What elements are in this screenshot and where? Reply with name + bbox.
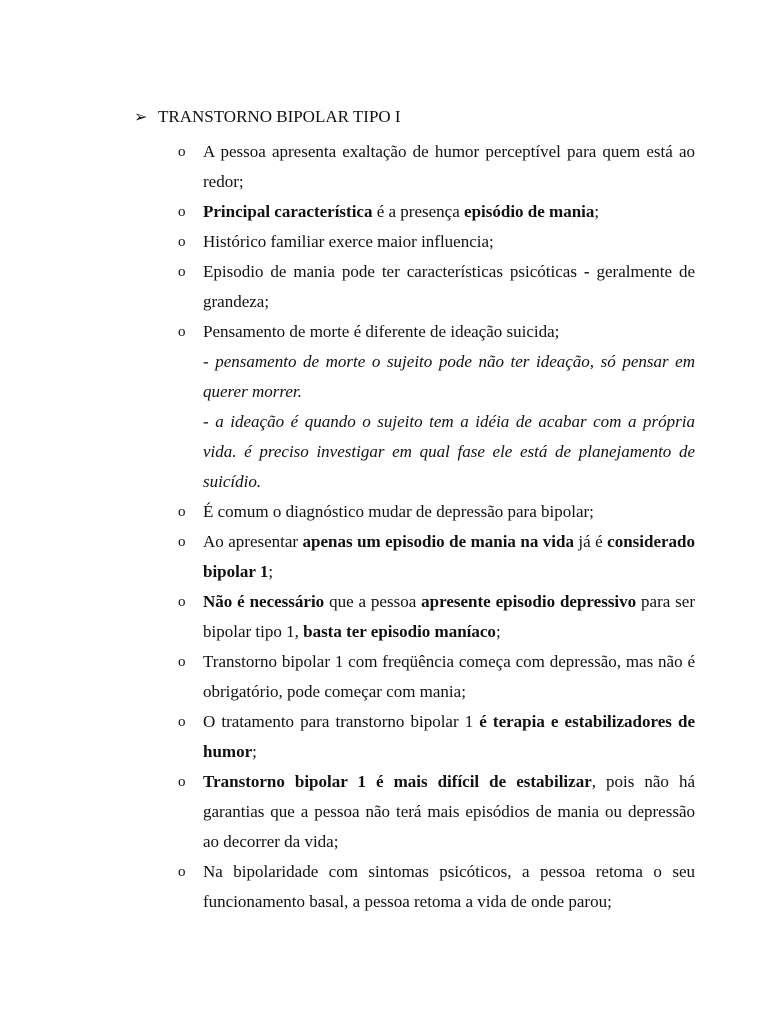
item-text: Ao apresentar [203, 532, 303, 551]
circle-bullet-icon: o [178, 534, 186, 550]
item-text: ; [268, 562, 274, 581]
circle-bullet-icon: o [178, 714, 186, 730]
circle-bullet-icon: o [178, 594, 186, 610]
item-text: Episodio de mania pode ter características psicóticas [203, 262, 584, 281]
list-item [178, 227, 695, 257]
bold-text: é terapia e estabilizadores de humor [203, 712, 695, 761]
circle-bullet-icon: o [178, 654, 186, 670]
item-text: ; [495, 622, 501, 641]
circle-bullet-icon: o [178, 774, 186, 790]
circle-bullet-icon: o [178, 234, 186, 250]
item-text: Transtorno bipolar 1 com freqüência começa com depressão, mas não é obrigatório, pode começar com mania; [203, 652, 695, 701]
bold-text: apresente episodio depressivo [421, 592, 637, 611]
item-text: ; [594, 202, 600, 221]
italic-note: - pensamento de morte o sujeito pode não ter ideação, só pensar em querer morrer. [203, 352, 695, 401]
arrow-bullet-icon: ➢ [134, 109, 148, 126]
list-item [178, 197, 695, 227]
section-heading [134, 106, 401, 129]
circle-bullet-icon: o [178, 504, 186, 520]
item-text: já é [573, 532, 608, 551]
list-item [178, 137, 695, 197]
list-item [178, 647, 695, 707]
circle-bullet-icon: o [178, 204, 186, 220]
item-text: ; [252, 742, 257, 761]
item-text: É comum o diagnóstico mudar de depressão para bipolar; [203, 502, 594, 521]
list-item [178, 257, 695, 317]
circle-bullet-icon: o [178, 264, 186, 280]
item-text: geralmente de grandeza; [203, 262, 695, 311]
bold-text: Principal característica [203, 202, 373, 221]
list-item [178, 587, 695, 647]
list-item [178, 707, 695, 767]
section-heading-text: TRANSTORNO BIPOLAR TIPO I [158, 107, 401, 126]
bold-text: considerado bipolar 1 [203, 532, 695, 581]
item-text: Pensamento de morte é diferente de ideação suicida; [203, 322, 560, 341]
bold-text: apenas um episodio de mania na vida [302, 532, 574, 551]
item-text: O tratamento para transtorno bipolar 1 [203, 712, 480, 731]
italic-note: - a ideação é quando o sujeito tem a idéia de acabar com a própria vida. é preciso investigar em qual fase ele está de planejamento de suicídio. [203, 412, 695, 491]
bold-text: Não é necessário [203, 592, 325, 611]
bold-text: Transtorno bipolar 1 é mais difícil de estabilizar [203, 772, 592, 791]
list-item [178, 767, 695, 857]
item-text: Na bipolaridade com sintomas psicóticos, a pessoa retoma o seu funcionamento basal, a pessoa retoma a vida de onde parou; [203, 862, 695, 911]
list-item [178, 527, 695, 587]
bold-text: - [583, 262, 590, 281]
bullet-list [178, 137, 695, 917]
item-text: , pois não há garantias que a pessoa não terá mais episódios de mania ou depressão ao decorrer da vida; [203, 772, 695, 851]
circle-bullet-icon: o [178, 324, 186, 340]
list-item [178, 317, 695, 497]
list-item [178, 857, 695, 917]
item-text: que a pessoa [324, 592, 422, 611]
bold-text: basta ter episodio maníaco [303, 622, 496, 641]
list-item [178, 497, 695, 527]
bold-text: episódio de mania [464, 202, 595, 221]
circle-bullet-icon: o [178, 864, 186, 880]
item-text: Histórico familiar exerce maior influencia; [203, 232, 494, 251]
item-text: é a presença [372, 202, 465, 221]
item-text: A pessoa apresenta exaltação de humor perceptível para quem está ao redor; [203, 142, 695, 191]
item-text: para ser bipolar tipo 1, [203, 592, 695, 641]
circle-bullet-icon: o [178, 144, 186, 160]
